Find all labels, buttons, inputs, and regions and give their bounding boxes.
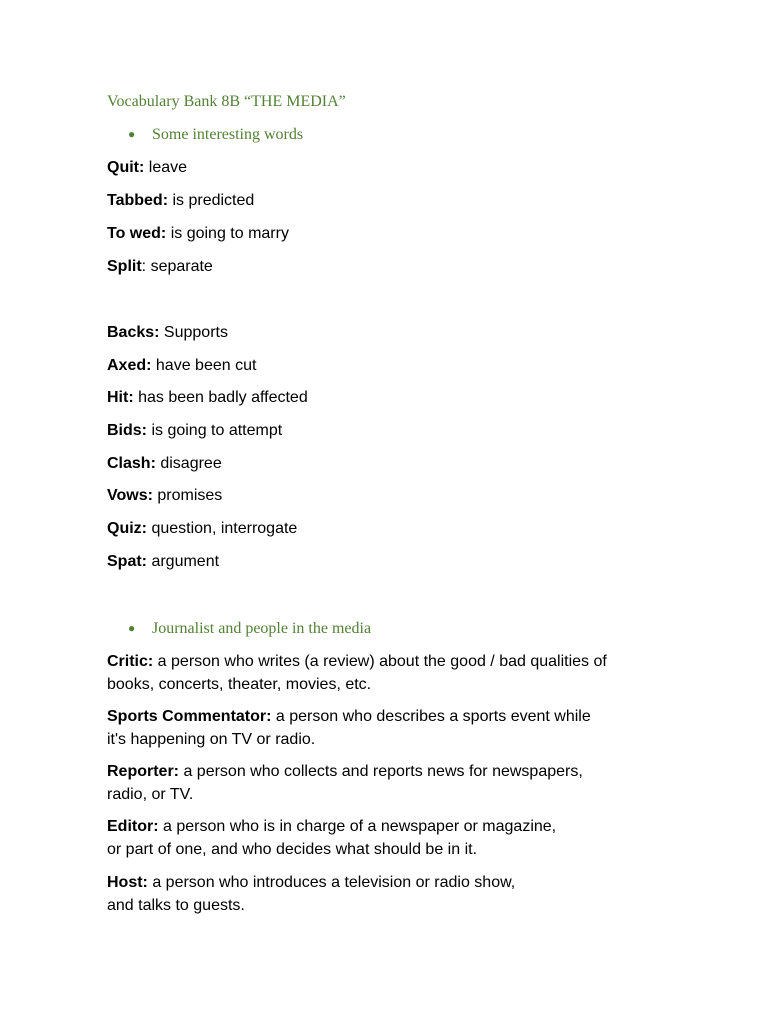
vocab-term: Quit: bbox=[107, 159, 145, 176]
page-title: Vocabulary Bank 8B “THE MEDIA” bbox=[107, 93, 346, 110]
role-term: Critic: bbox=[107, 653, 154, 670]
vocab-definition: is going to marry bbox=[166, 225, 289, 242]
definition-line: books, concerts, theater, movies, etc. bbox=[107, 675, 372, 693]
vocab-definition: promises bbox=[152, 487, 223, 504]
section-heading-interesting-words bbox=[128, 126, 303, 144]
vocab-term: Hit: bbox=[107, 389, 134, 406]
section-heading-label: Journalist and people in the media bbox=[152, 620, 372, 637]
bullet-icon: ● bbox=[128, 621, 136, 635]
vocab-definition: have been cut bbox=[151, 357, 257, 374]
vocab-term: Vows: bbox=[107, 487, 153, 504]
role-definition: a person who collects and reports news for newspapers, bbox=[179, 763, 583, 780]
vocab-definition: leave bbox=[144, 159, 188, 176]
vocab-definition: is predicted bbox=[168, 192, 255, 209]
vocab-definition: Supports bbox=[159, 324, 228, 341]
vocab-term: Spat: bbox=[107, 553, 147, 570]
media-role-entry bbox=[107, 761, 583, 806]
vocab-term: Tabbed: bbox=[107, 192, 169, 209]
definition-line bbox=[107, 651, 607, 674]
vocab-definition: argument bbox=[147, 553, 220, 570]
definition-line bbox=[107, 816, 556, 839]
vocab-entry bbox=[107, 256, 213, 278]
vocab-term: To wed: bbox=[107, 225, 167, 242]
role-definition: a person who describes a sports event while bbox=[271, 708, 591, 725]
role-term: Reporter: bbox=[107, 763, 180, 780]
vocab-term: Backs: bbox=[107, 324, 160, 341]
vocab-entry bbox=[107, 387, 308, 409]
vocab-entry bbox=[107, 355, 256, 377]
vocab-entry bbox=[107, 453, 222, 475]
definition-line bbox=[107, 872, 515, 895]
vocab-entry bbox=[107, 518, 297, 540]
definition-line bbox=[107, 761, 583, 784]
vocab-entry bbox=[107, 190, 254, 212]
vocab-term: Clash: bbox=[107, 455, 156, 472]
role-term: Editor: bbox=[107, 818, 159, 835]
media-role-entry bbox=[107, 872, 515, 917]
vocab-definition: is going to attempt bbox=[147, 422, 283, 439]
bullet-icon: ● bbox=[128, 127, 136, 141]
vocab-term: Axed: bbox=[107, 357, 152, 374]
role-definition: a person who is in charge of a newspaper or magazine, bbox=[158, 818, 557, 835]
vocab-definition: : separate bbox=[141, 258, 213, 275]
vocab-entry bbox=[107, 551, 219, 573]
vocab-definition: has been badly affected bbox=[133, 389, 308, 406]
vocab-entry bbox=[107, 420, 282, 442]
definition-line: it's happening on TV or radio. bbox=[107, 730, 316, 748]
vocab-term: Quiz: bbox=[107, 520, 147, 537]
role-definition: a person who introduces a television or radio show, bbox=[147, 874, 516, 891]
definition-line: radio, or TV. bbox=[107, 785, 194, 803]
definition-line bbox=[107, 706, 591, 729]
vocab-entry bbox=[107, 485, 222, 507]
definition-line: or part of one, and who decides what should be in it. bbox=[107, 840, 478, 858]
role-term: Host: bbox=[107, 874, 148, 891]
role-definition: a person who writes (a review) about the good / bad qualities of bbox=[153, 653, 607, 670]
media-role-entry bbox=[107, 651, 607, 696]
vocab-entry bbox=[107, 322, 228, 344]
media-role-entry bbox=[107, 706, 591, 751]
definition-line: and talks to guests. bbox=[107, 896, 245, 914]
vocab-definition: disagree bbox=[155, 455, 222, 472]
vocab-entry bbox=[107, 157, 187, 179]
media-role-entry bbox=[107, 816, 556, 861]
role-term: Sports Commentator: bbox=[107, 708, 272, 725]
section-heading-media-people bbox=[128, 620, 371, 638]
vocab-term: Bids: bbox=[107, 422, 147, 439]
vocab-entry bbox=[107, 223, 289, 245]
section-heading-label: Some interesting words bbox=[152, 126, 304, 143]
vocab-definition: question, interrogate bbox=[147, 520, 298, 537]
vocab-term: Split bbox=[107, 258, 142, 275]
